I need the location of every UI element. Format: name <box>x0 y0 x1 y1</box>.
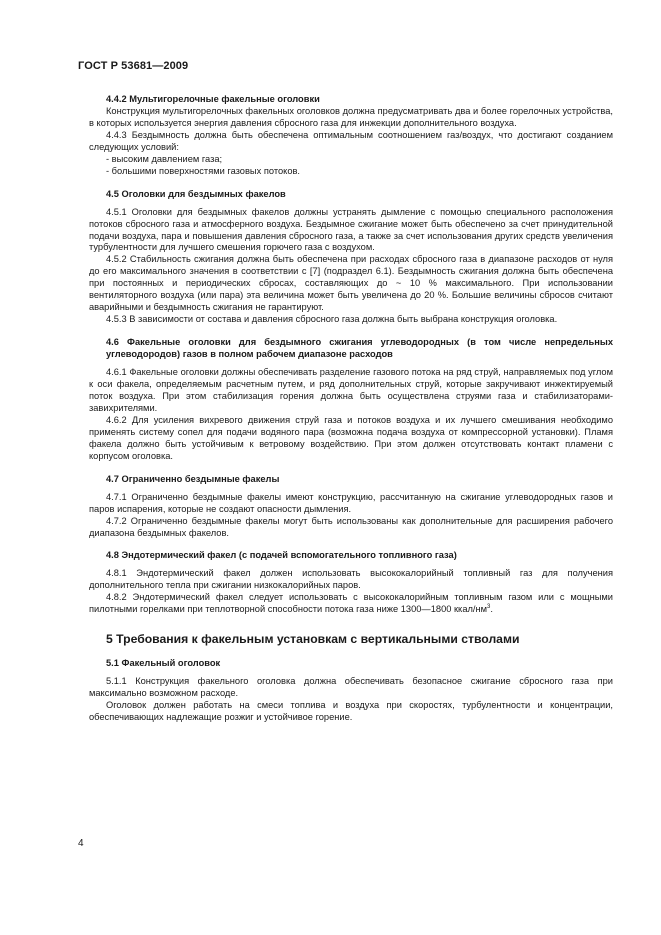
section-4-4-3-paragraph: 4.4.3 Бездымность должна быть обеспечена оптимальным соотношением газ/воздух, что достигают созданием следующих условий: <box>89 129 613 152</box>
section-4-8-2-paragraph <box>89 592 613 616</box>
page-number: 4 <box>78 838 84 849</box>
section-4-7-2-paragraph: 4.7.2 Ограниченно бездымные факелы могут быть использованы как дополнительные для расширения рабочего диапазона бездымных факелов. <box>89 515 613 538</box>
section-4-6-2-paragraph: 4.6.2 Для усиления вихревого движения струй газа и потоков воздуха и их лучшего смешивания необходимо применять систему сопел для подачи водяного пара (возможна подача воздуха от компрессорной установки). Пламя факела должно быть устойчивым к ветровому воздействию. При этом должен отсутствовать контакт пламени с корпусом оголовка. <box>89 414 613 461</box>
superscript-exponent: 3 <box>487 604 491 611</box>
section-4-5-3-paragraph: 4.5.3 В зависимости от состава и давления сбросного газа должна быть выбрана конструкция оголовка. <box>106 314 558 325</box>
section-4-4-2-paragraph: Конструкция мультигорелочных факельных оголовков должна предусматривать два и более горелочных устройства, в которых используется энергия давления сбросного газа для инжекции дополнительного воздуха. <box>89 105 613 128</box>
section-4-5-title: 4.5 Оголовки для бездымных факелов <box>106 188 286 199</box>
section-4-4-2-title: 4.4.2 Мультигорелочные факельные оголовки <box>106 94 320 104</box>
section-5-1-1-continuation: Оголовок должен работать на смеси топлива и воздуха при скоростях, турбулентности и концентрации, обеспечивающих надлежащие розжиг и устойчивое горение. <box>89 700 613 723</box>
section-5-title: 5 Требования к факельным установкам с вертикальными стволами <box>106 632 520 647</box>
section-4-7-title: 4.7 Ограниченно бездымные факелы <box>106 473 280 484</box>
section-4-6-title: 4.6 Факельные оголовки для бездымного сжигания углеводородных (в том числе непредельных углеводородов) газов в полном рабочем диапазоне расходов <box>106 337 613 360</box>
list-item: - высоким давлением газа; <box>106 153 223 164</box>
section-5-1-title: 5.1 Факельный оголовок <box>106 658 221 669</box>
section-5-1-1-paragraph: 5.1.1 Конструкция факельного оголовка должна обеспечивать безопасное сжигание сбросного газа при максимально возможном расходе. <box>89 676 613 699</box>
section-4-7-1-paragraph: 4.7.1 Ограниченно бездымные факелы имеют конструкцию, рассчитанную на сжигание углеводородных газов и паров испарения, которые не создают опасности дымления. <box>89 491 613 514</box>
list-item: - большими поверхностями газовых потоков. <box>106 165 301 176</box>
section-4-5-1-paragraph: 4.5.1 Оголовки для бездымных факелов должны устранять дымление с помощью специального расположения потоков сбросного газа и атмосферного воздуха. Бездымное сжигание может быть обеспечено за счет принудительной подачи воздуха, пара и повышения давления сбросного газа, а также за счет использования других средств увеличения турбулентности для лучшего смешения горючего газа с воздухом. <box>89 206 613 253</box>
standard-code-header: ГОСТ Р 53681—2009 <box>78 60 189 72</box>
section-4-8-1-paragraph: 4.8.1 Эндотермический факел должен использовать высококалорийный топливный газ для получения дополнительного тепла при сжигании низкокалорийных паров. <box>89 568 613 591</box>
section-4-8-2-text: 4.8.2 Эндотермический факел следует использовать с высококалорийным топливным газом или с мощными пилотными горелками при теплотворной способности потока газа ниже 1300—1800 ккал/нм <box>89 592 613 615</box>
section-4-6-1-paragraph: 4.6.1 Факельные оголовки должны обеспечивать разделение газового потока на ряд струй, направляемых под углом к оси факела, определяемым расчетным путем, и ряд дополнительных струй, которые закручивают инжектируемый поток воздуха. При этом стабилизация горения должна быть осуществлена струями газа и стабилизаторами-завихрителями. <box>89 367 613 413</box>
section-4-8-title: 4.8 Эндотермический факел (с подачей вспомогательного топливного газа) <box>106 550 457 561</box>
sentence-end: . <box>490 604 493 615</box>
document-body <box>89 94 613 724</box>
section-4-5-2-paragraph: 4.5.2 Стабильность сжигания должна быть обеспечена при расходах сбросного газа в диапазоне расходов от нуля до его максимального значения в соответствии с [7] (подраздел 6.1). Бездымность сжигания должна быть обеспечена при постоянных и периодических сбросах, составляющих до ~ 10 % максимального. При использовании вентиляторного воздуха (или пара) эта величина может быть увеличена до 20 %. Большие величины сбросов считают аварийными и бездымность сжигания не гарантируют. <box>89 254 613 313</box>
